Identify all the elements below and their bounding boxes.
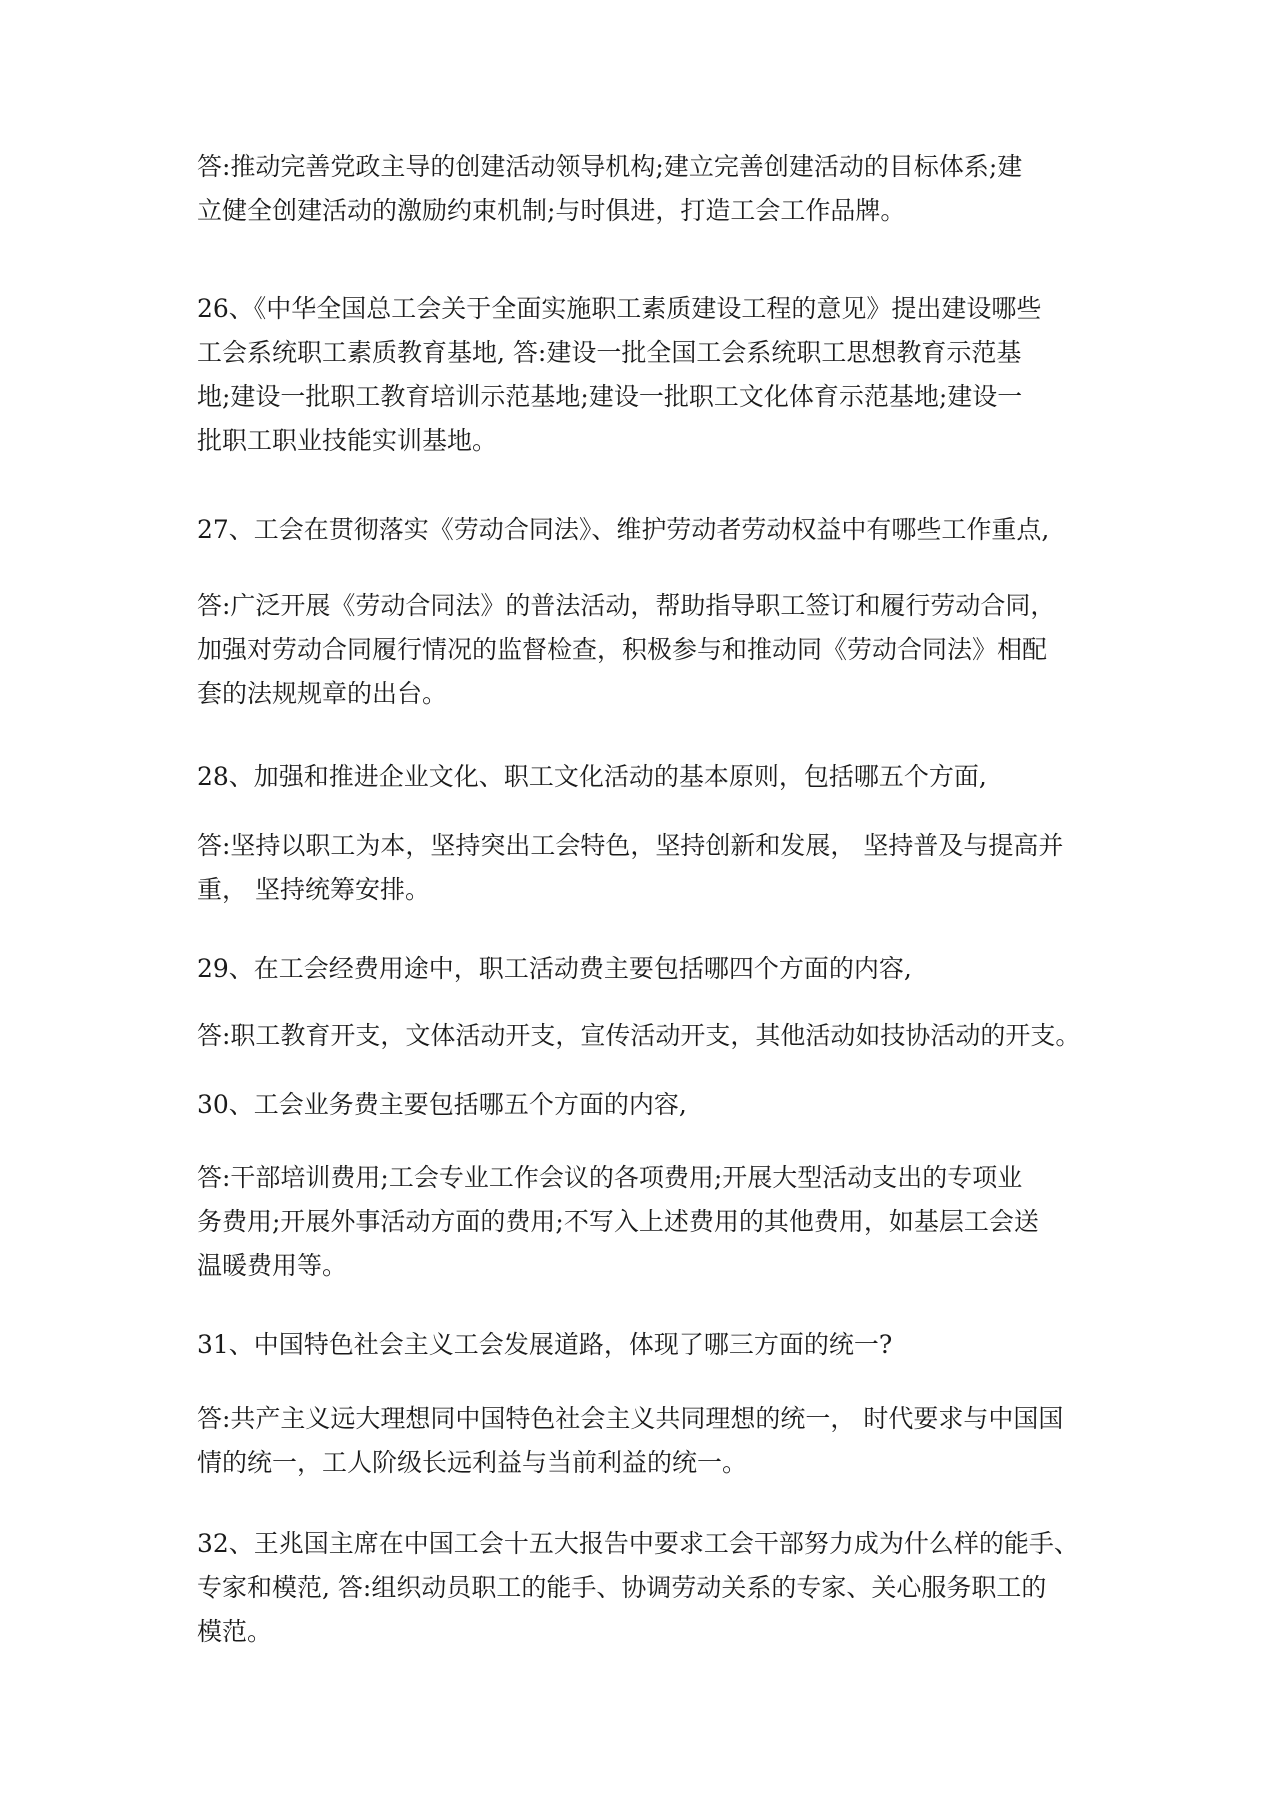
text-line: 31、中国特色社会主义工会发展道路，体现了哪三方面的统一?	[197, 1330, 893, 1359]
answer-28-paragraph	[197, 824, 1097, 912]
text-line: 答:职工教育开支，文体活动开支，宣传活动开支，其他活动如技协活动的开支。	[197, 1021, 1081, 1050]
text-line: 批职工职业技能实训基地。	[197, 426, 498, 455]
answer-29-paragraph	[197, 1014, 1097, 1058]
text-line: 答:广泛开展《劳动合同法》的普法活动，帮助指导职工签订和履行劳动合同，	[197, 591, 1056, 620]
text-line: 30、工会业务费主要包括哪五个方面的内容,	[197, 1090, 687, 1119]
answer-31-paragraph	[197, 1397, 1097, 1485]
text-line: 答:坚持以职工为本，坚持突出工会特色，坚持创新和发展， 坚持普及与提高并	[197, 831, 1064, 860]
text-line: 立健全创建活动的激励约束机制;与时俱进，打造工会工作品牌。	[197, 196, 906, 225]
question-32-paragraph	[197, 1522, 1097, 1654]
text-line: 务费用;开展外事活动方面的费用;不写入上述费用的其他费用，如基层工会送	[197, 1207, 1039, 1236]
text-line: 答:推动完善党政主导的创建活动领导机构;建立完善创建活动的目标体系;建	[197, 152, 1023, 181]
text-line: 32、王兆国主席在中国工会十五大报告中要求工会干部努力成为什么样的能手、	[197, 1529, 1079, 1558]
text-line: 28、加强和推进企业文化、职工文化活动的基本原则，包括哪五个方面,	[197, 762, 987, 791]
text-line: 工会系统职工素质教育基地, 答:建设一批全国工会系统职工思想教育示范基	[197, 338, 1022, 367]
text-line: 温暖费用等。	[197, 1251, 348, 1280]
question-26-paragraph	[197, 287, 1097, 463]
answer-30-paragraph	[197, 1156, 1097, 1288]
question-27-paragraph	[197, 508, 1097, 552]
text-line: 套的法规规章的出台。	[197, 679, 448, 708]
text-line: 情的统一，工人阶级长远利益与当前利益的统一。	[197, 1448, 748, 1477]
text-line: 29、在工会经费用途中，职工活动费主要包括哪四个方面的内容,	[197, 954, 912, 983]
text-line: 模范。	[197, 1617, 273, 1646]
answer-27-paragraph	[197, 584, 1097, 716]
text-line: 26、《中华全国总工会关于全面实施职工素质建设工程的意见》提出建设哪些	[197, 294, 1042, 323]
text-line: 答:共产主义远大理想同中国特色社会主义共同理想的统一， 时代要求与中国国	[197, 1404, 1064, 1433]
text-line: 加强对劳动合同履行情况的监督检查，积极参与和推动同《劳动合同法》相配	[197, 635, 1048, 664]
question-30-paragraph	[197, 1083, 1097, 1127]
question-28-paragraph	[197, 755, 1097, 799]
text-line: 27、工会在贯彻落实《劳动合同法》、维护劳动者劳动权益中有哪些工作重点,	[197, 515, 1050, 544]
text-line: 答:干部培训费用;工会专业工作会议的各项费用;开展大型活动支出的专项业	[197, 1163, 1023, 1192]
text-line: 专家和模范, 答:组织动员职工的能手、协调劳动关系的专家、关心服务职工的	[197, 1573, 1047, 1602]
text-line: 重， 坚持统筹安排。	[197, 875, 430, 904]
question-31-paragraph	[197, 1323, 1097, 1367]
text-line: 地;建设一批职工教育培训示范基地;建设一批职工文化体育示范基地;建设一	[197, 382, 1023, 411]
answer-25-paragraph	[197, 145, 1097, 233]
question-29-paragraph	[197, 947, 1097, 991]
